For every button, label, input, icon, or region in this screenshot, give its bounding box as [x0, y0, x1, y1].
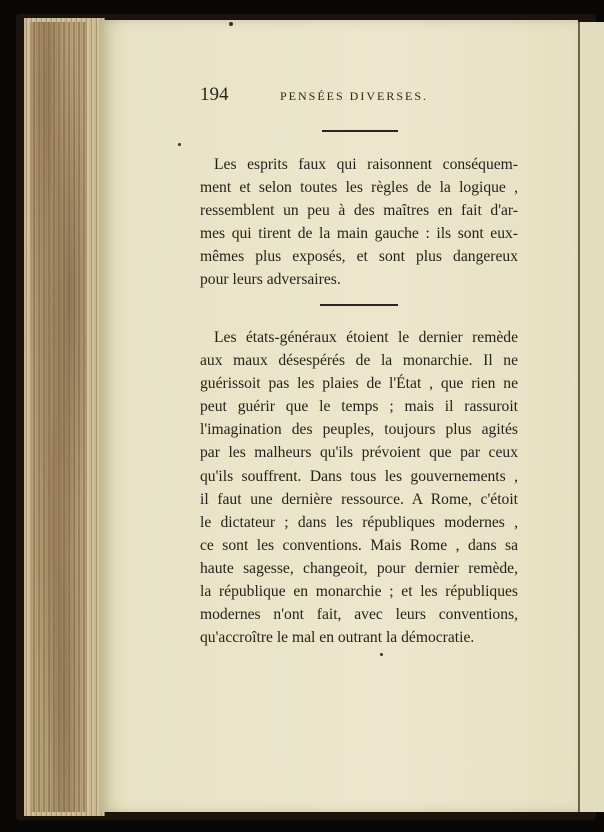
text-line: ce sont les conventions. Mais Rome , dans sa — [200, 536, 518, 554]
text-line: pour leurs adversaires. — [200, 271, 341, 289]
text-line: mes qui tirent de la main gauche : ils sont eux- — [200, 225, 518, 243]
text-line: l'imagination des peuples, toujours plus agités — [200, 421, 518, 439]
text-line: Les états-généraux étoient le dernier remède — [214, 329, 518, 346]
ink-speck — [229, 22, 233, 26]
section-divider — [320, 304, 398, 306]
text-line: le dictateur ; dans les républiques modernes , — [200, 513, 518, 531]
ink-speck — [380, 653, 383, 656]
running-title: PENSÉES DIVERSES. — [280, 89, 429, 103]
paragraph-2 — [200, 326, 518, 649]
marbled-edge — [30, 22, 86, 812]
section-divider — [322, 130, 398, 132]
text-line: ment et selon toutes les règles de la logique , — [200, 179, 518, 197]
text-line: guérissoit pas les plaies de l'État , que rien ne — [200, 375, 518, 393]
text-line: qu'accroître le mal en outrant la démocratie. — [200, 629, 475, 647]
text-line: aux maux désespérés de la monarchie. Il ne — [200, 352, 518, 370]
paragraph-1 — [200, 153, 518, 292]
text-line: modernes n'ont fait, avec leurs conventions, — [200, 606, 518, 624]
text-line: il faut une dernière ressource. A Rome, c'étoit — [200, 490, 518, 508]
text-line: par les malheurs qu'ils prévoient que par ceux — [200, 444, 518, 462]
text-line: haute sagesse, changeoit, pour dernier remède, — [200, 559, 518, 577]
page-header — [196, 84, 496, 110]
ink-speck — [178, 143, 181, 146]
text-line: peut guérir que le temps ; mais il rassuroit — [200, 398, 518, 416]
text-line: mêmes plus exposés, et sont plus dangereux — [200, 248, 518, 266]
text-line: ressemblent un peu à des maîtres en fait d'ar- — [200, 202, 518, 220]
text-line: Les esprits faux qui raisonnent conséquem- — [214, 156, 518, 173]
page-number: 194 — [200, 84, 229, 105]
text-line: la république en monarchie ; et les républiques — [200, 583, 518, 601]
facing-page-edge — [578, 22, 604, 812]
text-line: qu'ils souffrent. Dans tous les gouvernements , — [200, 467, 518, 485]
